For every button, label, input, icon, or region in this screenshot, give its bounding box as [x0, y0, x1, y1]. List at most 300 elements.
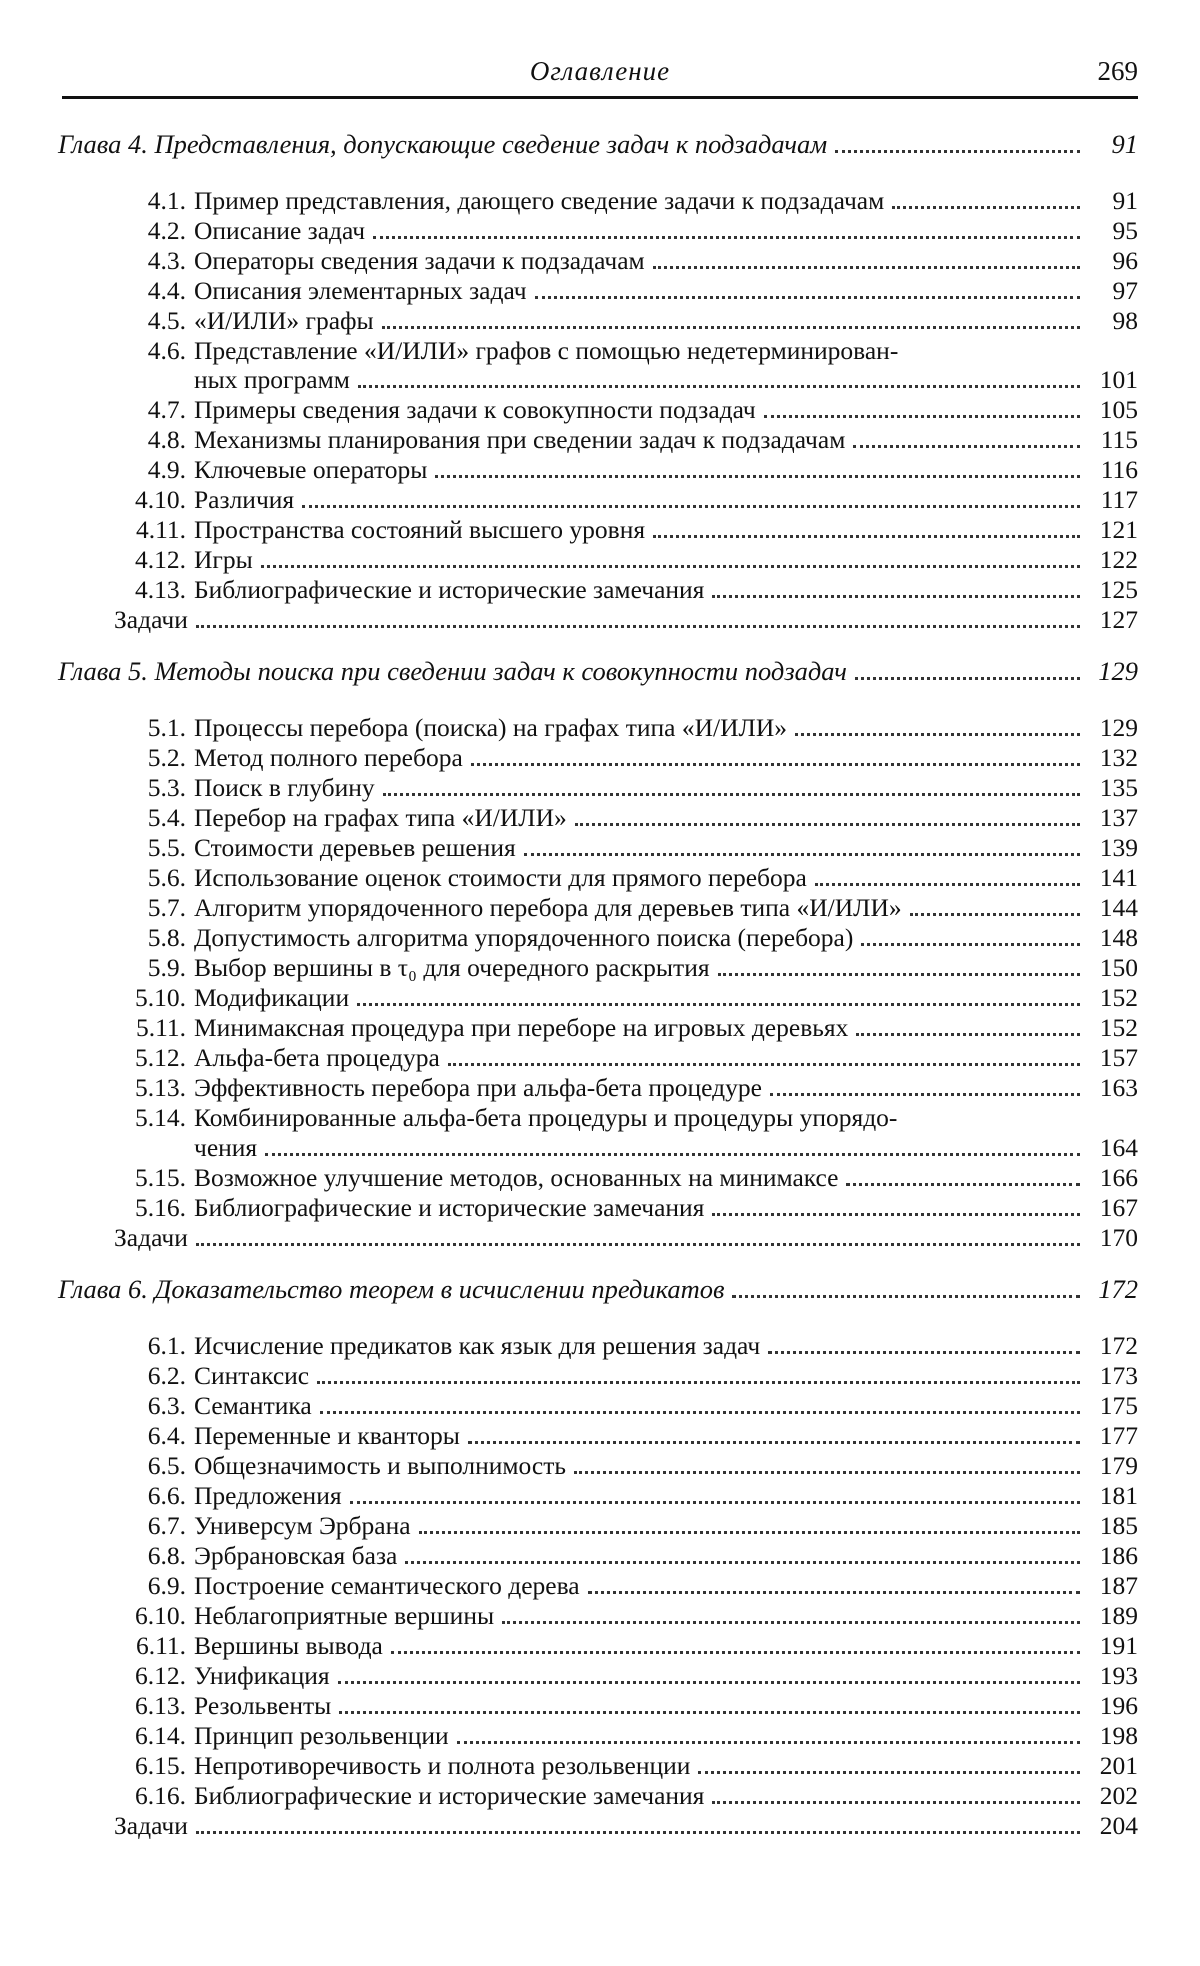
page-number: 122 — [1099, 545, 1138, 575]
entry-line — [194, 1631, 1138, 1661]
toc-entry — [58, 1481, 1138, 1511]
dot-leader — [653, 266, 1080, 269]
toc-entry — [58, 575, 1138, 605]
dot-leader — [196, 1243, 1080, 1246]
entry-line — [194, 395, 1138, 425]
continuation-line — [194, 365, 1138, 395]
section-number: 5.16. — [135, 1192, 186, 1222]
section-number: 6.7. — [147, 1510, 186, 1540]
toc-entry — [58, 1721, 1138, 1751]
section-number: 4.5. — [147, 306, 186, 335]
section-title-continuation: чения — [194, 1132, 258, 1162]
section-title: Игры — [194, 545, 253, 575]
page-number: 170 — [1099, 1222, 1138, 1252]
running-header — [62, 52, 1138, 99]
running-title: Оглавление — [529, 56, 671, 86]
section-title: Переменные и кванторы — [194, 1420, 460, 1450]
page-number: 204 — [1099, 1810, 1138, 1840]
dot-leader — [320, 1411, 1080, 1414]
section-title: Ключевые операторы — [194, 455, 428, 485]
entry-line — [194, 545, 1138, 575]
page-number: 117 — [1100, 485, 1138, 515]
dot-leader — [419, 1531, 1080, 1534]
page-number: 127 — [1099, 605, 1138, 635]
entry-title-block — [194, 1721, 1138, 1751]
toc-entry — [58, 1331, 1138, 1361]
entry-title-block — [194, 893, 1138, 923]
section-title: Минимаксная процедура при переборе на игровых деревьях — [194, 1013, 849, 1043]
chapter-page-number: 172 — [1098, 1273, 1138, 1304]
toc-entry — [58, 485, 1138, 515]
page-number: 139 — [1099, 833, 1138, 863]
entry-title-block — [194, 803, 1138, 833]
section-title: Метод полного перебора — [194, 743, 463, 773]
entry-title-block — [194, 246, 1138, 276]
entry-line — [194, 1043, 1138, 1073]
entry-line — [194, 803, 1138, 833]
entry-title-block — [194, 983, 1138, 1013]
page-number: 129 — [1099, 713, 1138, 743]
section-title: Эрбрановская база — [194, 1540, 398, 1570]
entry-line — [194, 1421, 1138, 1451]
section-title: Построение семантического дерева — [194, 1570, 580, 1600]
toc-entry — [58, 336, 1138, 395]
section-number: 6.6. — [147, 1480, 186, 1510]
entry-line — [194, 276, 1138, 306]
entry-line — [194, 515, 1138, 545]
chapter-heading — [58, 1273, 1138, 1305]
entry-line — [194, 953, 1138, 983]
entry-title-block — [194, 276, 1138, 306]
dot-leader — [471, 763, 1080, 766]
section-title: Модификации — [194, 983, 350, 1013]
entry-title-block — [194, 1601, 1138, 1631]
section-title: Задачи — [114, 605, 188, 635]
section-number: 6.2. — [147, 1360, 186, 1390]
dot-leader — [338, 1681, 1080, 1684]
section-number: 4.3. — [147, 246, 186, 275]
entry-title-block — [194, 485, 1138, 515]
entry-title-block — [194, 743, 1138, 773]
entry-line — [194, 743, 1138, 773]
section-title: Унификация — [194, 1660, 330, 1690]
section-title: Алгоритм упорядоченного перебора для деревьев типа «И/ИЛИ» — [194, 893, 902, 923]
dot-leader — [846, 1183, 1080, 1186]
toc-entry — [58, 515, 1138, 545]
entry-line — [194, 983, 1138, 1013]
dot-leader — [764, 415, 1080, 418]
dot-leader — [196, 1831, 1080, 1834]
toc-entry — [58, 276, 1138, 306]
toc-entry — [58, 1781, 1138, 1811]
section-title: «И/ИЛИ» графы — [194, 306, 374, 335]
section-number: 6.9. — [147, 1570, 186, 1600]
toc-entry — [58, 216, 1138, 246]
entry-title-block — [194, 953, 1138, 983]
dot-leader — [391, 1651, 1080, 1654]
section-title: Исчисление предикатов как язык для решения задач — [194, 1330, 761, 1360]
page-number: 196 — [1099, 1690, 1138, 1720]
section-title: Пространства состояний высшего уровня — [194, 515, 646, 545]
section-number: 5.9. — [147, 953, 186, 983]
section-number: 4.11. — [135, 515, 186, 545]
toc-entry — [58, 833, 1138, 863]
toc-entry — [58, 246, 1138, 276]
section-number: 6.11. — [135, 1630, 186, 1660]
page-number: 96 — [1112, 246, 1138, 275]
page-number: 101 — [1099, 365, 1138, 395]
section-number: 6.14. — [135, 1720, 186, 1750]
section-title: Представление «И/ИЛИ» графов с помощью недетерминирован- — [194, 336, 899, 365]
section-title: Общезначимость и выполнимость — [194, 1450, 567, 1480]
section-title: Принцип резольвенции — [194, 1720, 449, 1750]
section-title: Перебор на графах типа «И/ИЛИ» — [194, 803, 567, 833]
page-number: 98 — [1112, 306, 1138, 335]
toc-entry — [58, 1013, 1138, 1043]
section-number: 4.7. — [147, 395, 186, 425]
toc-entry — [58, 1421, 1138, 1451]
entry-title-block — [194, 1103, 1138, 1162]
chapter-title: Глава 6. Доказательство теорем в исчислении предикатов — [58, 1273, 725, 1304]
section-number: 5.1. — [147, 713, 186, 743]
page-number: 193 — [1099, 1660, 1138, 1690]
section-title: Семантика — [194, 1390, 312, 1420]
dot-leader — [468, 1441, 1080, 1444]
entry-title-block — [194, 1541, 1138, 1571]
entry-title-block — [194, 1511, 1138, 1541]
entry-title-block — [194, 1631, 1138, 1661]
entry-line — [194, 1571, 1138, 1601]
page-number: 185 — [1099, 1510, 1138, 1540]
section-number: 6.10. — [135, 1600, 186, 1630]
entry-title-block — [194, 1013, 1138, 1043]
dot-leader — [502, 1621, 1080, 1624]
toc-entry — [58, 1691, 1138, 1721]
entry-title-block — [194, 1571, 1138, 1601]
section-title: Альфа-бета процедура — [194, 1043, 440, 1073]
entry-line — [114, 1223, 1138, 1253]
dot-leader — [535, 296, 1080, 299]
section-number: 6.13. — [135, 1690, 186, 1720]
section-title: Описание задач — [194, 216, 366, 245]
problems-entry — [58, 605, 1138, 635]
section-title: Задачи — [114, 1810, 188, 1840]
toc-entry — [58, 893, 1138, 923]
entry-title-block — [194, 455, 1138, 485]
entry-line — [194, 1541, 1138, 1571]
page-number: 132 — [1099, 743, 1138, 773]
section-title: Выбор вершины в τ₀ для очередного раскрытия — [194, 953, 710, 983]
section-number: 5.10. — [135, 983, 186, 1013]
section-title: Процессы перебора (поиска) на графах типа «И/ИЛИ» — [194, 713, 787, 743]
toc-entry — [58, 773, 1138, 803]
section-title: Возможное улучшение методов, основанных на минимаксе — [194, 1162, 839, 1192]
toc-entry — [58, 1661, 1138, 1691]
section-title: Задачи — [114, 1222, 188, 1252]
section-number: 5.4. — [147, 803, 186, 833]
section-title-continuation: ных программ — [194, 365, 350, 395]
page-number: 116 — [1100, 455, 1138, 485]
entry-title-block — [58, 1223, 1138, 1253]
dot-leader — [712, 595, 1080, 598]
toc-entry — [58, 455, 1138, 485]
section-number: 6.12. — [135, 1660, 186, 1690]
entry-line — [194, 1661, 1138, 1691]
section-number: 6.4. — [147, 1420, 186, 1450]
toc-entry — [58, 1511, 1138, 1541]
section-number: 5.5. — [147, 833, 186, 863]
entry-title-block — [194, 515, 1138, 545]
toc-entry — [58, 983, 1138, 1013]
section-number: 5.2. — [147, 743, 186, 773]
entry-title-block — [194, 216, 1138, 246]
dot-leader — [302, 505, 1080, 508]
entry-line — [194, 485, 1138, 515]
section-title: Библиографические и исторические замечания — [194, 1192, 705, 1222]
entry-title-block — [194, 336, 1138, 395]
page-number: 187 — [1099, 1570, 1138, 1600]
problems-entry — [58, 1811, 1138, 1841]
dot-leader — [853, 445, 1080, 448]
entry-title-block — [194, 1751, 1138, 1781]
page-number: 141 — [1099, 863, 1138, 893]
dot-leader — [574, 1471, 1080, 1474]
section-title: Универсум Эрбрана — [194, 1510, 411, 1540]
page-number: 97 — [1112, 276, 1138, 305]
section-number: 6.15. — [135, 1750, 186, 1780]
page-number: 181 — [1099, 1480, 1138, 1510]
page-number: 177 — [1099, 1420, 1138, 1450]
section-title: Поиск в глубину — [194, 773, 375, 803]
section-title: Допустимость алгоритма упорядоченного поиска (перебора) — [194, 923, 854, 953]
section-title: Резольвенты — [194, 1690, 332, 1720]
dot-leader — [524, 853, 1080, 856]
dot-leader — [373, 236, 1080, 239]
problems-entry — [58, 1223, 1138, 1253]
section-number: 5.11. — [135, 1013, 186, 1043]
entry-line — [194, 1193, 1138, 1223]
entry-title-block — [58, 1811, 1138, 1841]
entry-line — [194, 1511, 1138, 1541]
entry-title-block — [194, 1391, 1138, 1421]
toc-entry — [58, 1631, 1138, 1661]
toc-entry — [58, 923, 1138, 953]
page-number: 148 — [1099, 923, 1138, 953]
section-title: Синтаксис — [194, 1360, 310, 1390]
entry-line — [194, 1691, 1138, 1721]
page-number: 91 — [1112, 186, 1138, 215]
page-number: 115 — [1100, 425, 1138, 455]
page-number: 164 — [1099, 1132, 1138, 1162]
entry-line — [194, 713, 1138, 743]
section-number: 4.12. — [135, 545, 186, 575]
dot-leader — [339, 1711, 1080, 1714]
page-number: 121 — [1099, 515, 1138, 545]
entry-title-block — [194, 1073, 1138, 1103]
page-number: 125 — [1099, 575, 1138, 605]
entry-line — [194, 1163, 1138, 1193]
entry-title-block — [194, 833, 1138, 863]
page-number: 95 — [1112, 216, 1138, 245]
page-number: 152 — [1099, 983, 1138, 1013]
toc-entry — [58, 1541, 1138, 1571]
entry-title-block — [194, 1691, 1138, 1721]
entry-line — [194, 1721, 1138, 1751]
section-number: 4.10. — [135, 485, 186, 515]
dot-leader — [815, 883, 1080, 886]
page-number: 175 — [1099, 1390, 1138, 1420]
toc-entry — [58, 545, 1138, 575]
page-number: 189 — [1099, 1600, 1138, 1630]
entry-line — [194, 1013, 1138, 1043]
entry-line — [194, 923, 1138, 953]
entry-line — [194, 1331, 1138, 1361]
dot-leader — [383, 793, 1080, 796]
toc-entry — [58, 953, 1138, 983]
dot-leader — [892, 206, 1080, 209]
entry-line — [194, 1781, 1138, 1811]
page-number: 167 — [1099, 1192, 1138, 1222]
section-number: 5.15. — [135, 1162, 186, 1192]
page-number: 201 — [1099, 1750, 1138, 1780]
toc-entry — [58, 863, 1138, 893]
chapter-section — [58, 1273, 1138, 1841]
toc-entry — [58, 1571, 1138, 1601]
page-number: 163 — [1099, 1073, 1138, 1103]
chapter-title: Глава 4. Представления, допускающие сведение задач к подзадачам — [58, 129, 828, 159]
section-number: 5.6. — [147, 863, 186, 893]
section-number: 6.8. — [147, 1540, 186, 1570]
entry-title-block — [194, 425, 1138, 455]
entry-line — [194, 773, 1138, 803]
section-title: Различия — [194, 485, 295, 515]
chapter-title: Глава 5. Методы поиска при сведении задач к совокупности подзадач — [58, 656, 847, 687]
page-number: 150 — [1099, 953, 1138, 983]
entry-title-block — [194, 863, 1138, 893]
entry-title-block — [194, 1193, 1138, 1223]
toc-entry — [58, 186, 1138, 216]
continuation-line — [194, 1133, 1138, 1163]
page-number: 144 — [1099, 893, 1138, 923]
section-title: Библиографические и исторические замечания — [194, 575, 705, 605]
section-number: 4.4. — [147, 276, 186, 305]
entry-title-block — [194, 1361, 1138, 1391]
dot-leader — [910, 913, 1080, 916]
dot-leader — [435, 475, 1080, 478]
page-number: 166 — [1099, 1162, 1138, 1192]
chapter-section — [58, 128, 1138, 635]
page-number: 157 — [1099, 1043, 1138, 1073]
page-number: 152 — [1099, 1013, 1138, 1043]
dot-leader — [265, 1153, 1080, 1156]
toc-entry — [58, 803, 1138, 833]
chapter-page-number: 129 — [1098, 656, 1138, 687]
section-title: Операторы сведения задачи к подзадачам — [194, 246, 645, 275]
entry-title-block — [194, 1781, 1138, 1811]
dot-leader — [588, 1591, 1080, 1594]
dot-leader — [575, 823, 1080, 826]
dot-leader — [861, 943, 1080, 946]
dot-leader — [768, 1351, 1080, 1354]
section-number: 5.14. — [135, 1103, 186, 1133]
dot-leader — [855, 677, 1080, 680]
section-title: Библиографические и исторические замечания — [194, 1780, 705, 1810]
section-title: Описания элементарных задач — [194, 276, 527, 305]
dot-leader — [317, 1381, 1080, 1384]
entry-line — [114, 1811, 1138, 1841]
entry-line — [194, 893, 1138, 923]
section-title: Стоимости деревьев решения — [194, 833, 516, 863]
section-number: 5.7. — [147, 893, 186, 923]
entry-line — [114, 605, 1138, 635]
section-title: Вершины вывода — [194, 1630, 383, 1660]
section-number: 4.9. — [147, 455, 186, 485]
page-number: 137 — [1099, 803, 1138, 833]
entry-title-block — [194, 1331, 1138, 1361]
dot-leader — [732, 1295, 1080, 1298]
chapter-heading — [58, 128, 1138, 160]
entry-line — [194, 216, 1138, 246]
entry-line — [194, 833, 1138, 863]
section-number: 4.6. — [147, 336, 186, 365]
page-number: 105 — [1099, 395, 1138, 425]
toc-entry — [58, 1193, 1138, 1223]
section-number: 5.13. — [135, 1073, 186, 1103]
dot-leader — [712, 1213, 1080, 1216]
section-number: 5.3. — [147, 773, 186, 803]
entry-line — [194, 863, 1138, 893]
entry-title-block — [194, 1661, 1138, 1691]
entry-title-block — [194, 1043, 1138, 1073]
dot-leader — [357, 1003, 1080, 1006]
toc-entry — [58, 1601, 1138, 1631]
page-number: 198 — [1099, 1720, 1138, 1750]
entry-line — [194, 575, 1138, 605]
dot-leader — [196, 625, 1080, 628]
section-number: 6.3. — [147, 1390, 186, 1420]
dot-leader — [712, 1801, 1080, 1804]
dot-leader — [448, 1063, 1080, 1066]
entry-line — [194, 455, 1138, 485]
entry-title-block — [194, 713, 1138, 743]
entry-title-block — [194, 923, 1138, 953]
page-number: 173 — [1099, 1360, 1138, 1390]
section-number: 4.13. — [135, 575, 186, 605]
entry-line — [194, 186, 1138, 216]
section-title: Комбинированные альфа-бета процедуры и процедуры упорядо- — [194, 1103, 898, 1133]
entry-line — [194, 1361, 1138, 1391]
section-number: 5.8. — [147, 923, 186, 953]
page-number: 179 — [1099, 1450, 1138, 1480]
dot-leader — [358, 385, 1080, 388]
entry-title-block — [194, 186, 1138, 216]
section-number: 6.5. — [147, 1450, 186, 1480]
dot-leader — [835, 150, 1080, 153]
page-number: 186 — [1099, 1540, 1138, 1570]
running-page-number: 269 — [1097, 56, 1138, 86]
entry-line — [194, 246, 1138, 276]
toc-entry — [58, 1391, 1138, 1421]
entry-title-block — [58, 605, 1138, 635]
entry-title-block — [194, 773, 1138, 803]
dot-leader — [770, 1093, 1080, 1096]
entry-title-block — [194, 1163, 1138, 1193]
page-number: 202 — [1099, 1780, 1138, 1810]
page-number: 191 — [1099, 1630, 1138, 1660]
entry-line — [194, 425, 1138, 455]
toc-entry — [58, 1751, 1138, 1781]
dot-leader — [795, 733, 1080, 736]
